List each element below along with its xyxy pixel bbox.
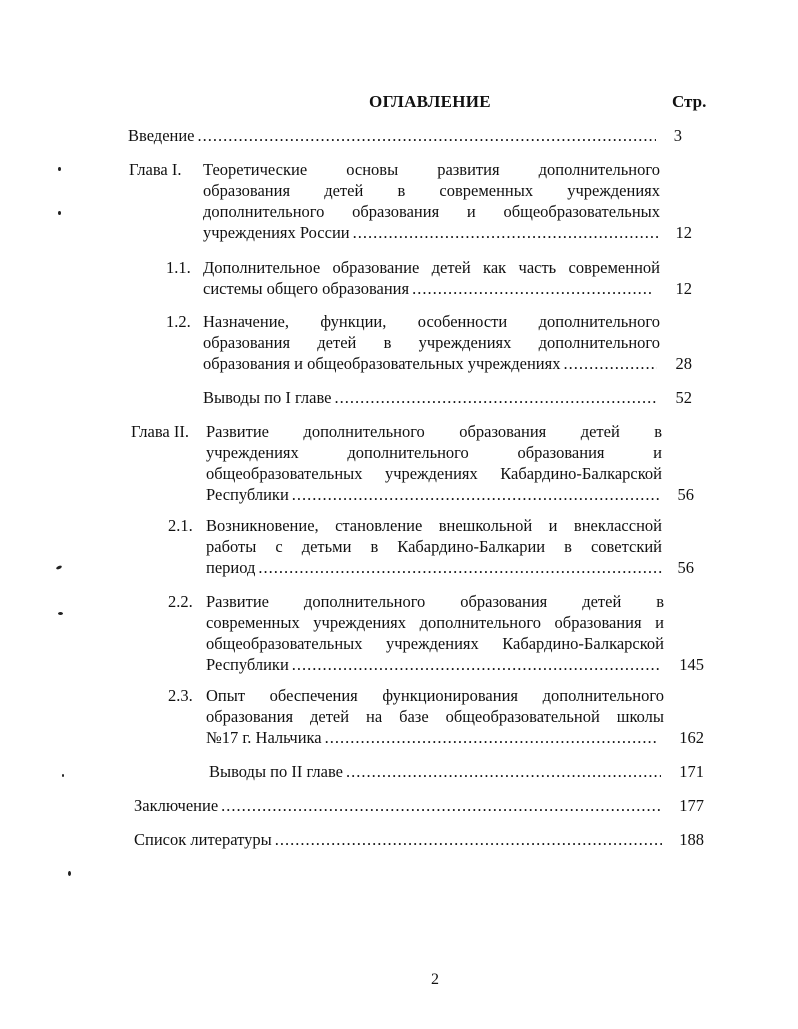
leader-dots — [275, 829, 662, 850]
section-number: 2.1. — [168, 516, 193, 535]
toc-section-2-1-line[interactable] — [206, 557, 662, 578]
toc-section-2-2-line[interactable]: общеобразовательных учреждениях Кабардино-Балкарской — [206, 634, 664, 653]
toc-page-number: 3 — [673, 126, 682, 145]
toc-page-number: 162 — [679, 728, 704, 747]
toc-entry-text: Список литературы — [134, 830, 272, 849]
toc-section-2-2-line[interactable] — [206, 654, 660, 675]
toc-page-number: 56 — [677, 558, 694, 577]
leader-dots — [563, 353, 657, 374]
toc-chapter-2-line[interactable] — [206, 484, 660, 505]
toc-page-number: 177 — [679, 796, 704, 815]
toc-section-1-1-line[interactable] — [203, 278, 654, 299]
toc-page-number: 188 — [679, 830, 704, 849]
toc-entry-references[interactable] — [134, 829, 662, 850]
scan-speck — [62, 774, 64, 777]
scan-speck — [58, 612, 63, 615]
toc-section-2-3-line[interactable]: образования детей на базе общеобразовательной школы — [206, 707, 664, 726]
leader-dots — [334, 387, 658, 408]
toc-page-number: 12 — [675, 279, 692, 298]
scan-speck — [58, 211, 61, 215]
toc-page-number: 145 — [679, 655, 704, 674]
toc-chapter-2-line[interactable]: учреждениях дополнительного образования и — [206, 443, 662, 462]
toc-entry-text: системы общего образования — [203, 279, 410, 298]
leader-dots — [292, 654, 660, 675]
toc-entry-text: учреждениях России — [203, 223, 350, 242]
toc-entry-conclusion[interactable] — [134, 795, 662, 816]
toc-section-2-2-line[interactable]: Развитие дополнительного образования детей в — [206, 592, 664, 611]
leader-dots — [198, 125, 656, 146]
toc-chapter-1-line[interactable]: дополнительного образования и общеобразовательных — [203, 202, 660, 221]
toc-entry-text: Республики — [206, 485, 289, 504]
toc-section-2-3-line[interactable] — [206, 727, 658, 748]
toc-page-number: 171 — [679, 762, 704, 781]
scan-speck — [56, 565, 63, 570]
section-number: 1.2. — [166, 312, 191, 331]
toc-conclusions-chapter-1[interactable] — [203, 387, 658, 408]
toc-entry-text: Заключение — [134, 796, 219, 815]
toc-entry-text: Введение — [128, 126, 195, 145]
scan-speck — [68, 871, 71, 876]
toc-entry-text: Выводы по II главе — [209, 762, 343, 781]
leader-dots — [221, 795, 662, 816]
toc-entry-text: Республики — [206, 655, 289, 674]
toc-chapter-1-line[interactable] — [203, 222, 660, 243]
toc-chapter-2-line[interactable]: общеобразовательных учреждениях Кабардино-Балкарской — [206, 464, 662, 483]
leader-dots — [325, 727, 658, 748]
section-number: 2.2. — [168, 592, 193, 611]
section-number: 2.3. — [168, 686, 193, 705]
toc-page-number: 28 — [675, 354, 692, 373]
toc-entry-text: Выводы по I главе — [203, 388, 332, 407]
toc-chapter-1-line[interactable]: образования детей в современных учреждениях — [203, 181, 660, 200]
leader-dots — [412, 278, 654, 299]
toc-chapter-2-line[interactable]: Развитие дополнительного образования детей в — [206, 422, 662, 441]
toc-entry-text: образования и общеобразовательных учреждениях — [203, 354, 561, 373]
chapter-label: Глава I. — [129, 160, 182, 179]
toc-section-2-2-line[interactable]: современных учреждениях дополнительного образования и — [206, 613, 664, 632]
page-title: ОГЛАВЛЕНИЕ — [369, 92, 491, 111]
page-column-heading: Стр. — [672, 92, 707, 111]
toc-page-number: 56 — [677, 485, 694, 504]
toc-page-number: 12 — [675, 223, 692, 242]
toc-section-1-1-line[interactable]: Дополнительное образование детей как часть современной — [203, 258, 660, 277]
toc-section-2-3-line[interactable]: Опыт обеспечения функционирования дополнительного — [206, 686, 664, 705]
toc-section-1-2-line[interactable]: образования детей в учреждениях дополнительного — [203, 333, 660, 352]
leader-dots — [353, 222, 660, 243]
toc-entry-text: №17 г. Нальчика — [206, 728, 322, 747]
toc-section-2-1-line[interactable]: Возникновение, становление внешкольной и внеклассной — [206, 516, 662, 535]
section-number: 1.1. — [166, 258, 191, 277]
leader-dots — [346, 761, 661, 782]
toc-section-2-1-line[interactable]: работы с детьми в Кабардино-Балкарии в советский — [206, 537, 662, 556]
toc-section-1-2-line[interactable]: Назначение, функции, особенности дополнительного — [203, 312, 660, 331]
toc-entry-introduction[interactable] — [128, 125, 656, 146]
toc-conclusions-chapter-2[interactable] — [209, 761, 661, 782]
leader-dots — [258, 557, 662, 578]
page-number: 2 — [431, 971, 439, 988]
toc-chapter-1-line[interactable]: Теоретические основы развития дополнительного — [203, 160, 660, 179]
scan-speck — [58, 167, 61, 171]
toc-section-1-2-line[interactable] — [203, 353, 657, 374]
leader-dots — [292, 484, 660, 505]
toc-entry-text: период — [206, 558, 256, 577]
chapter-label: Глава II. — [131, 422, 189, 441]
toc-page-number: 52 — [675, 388, 692, 407]
